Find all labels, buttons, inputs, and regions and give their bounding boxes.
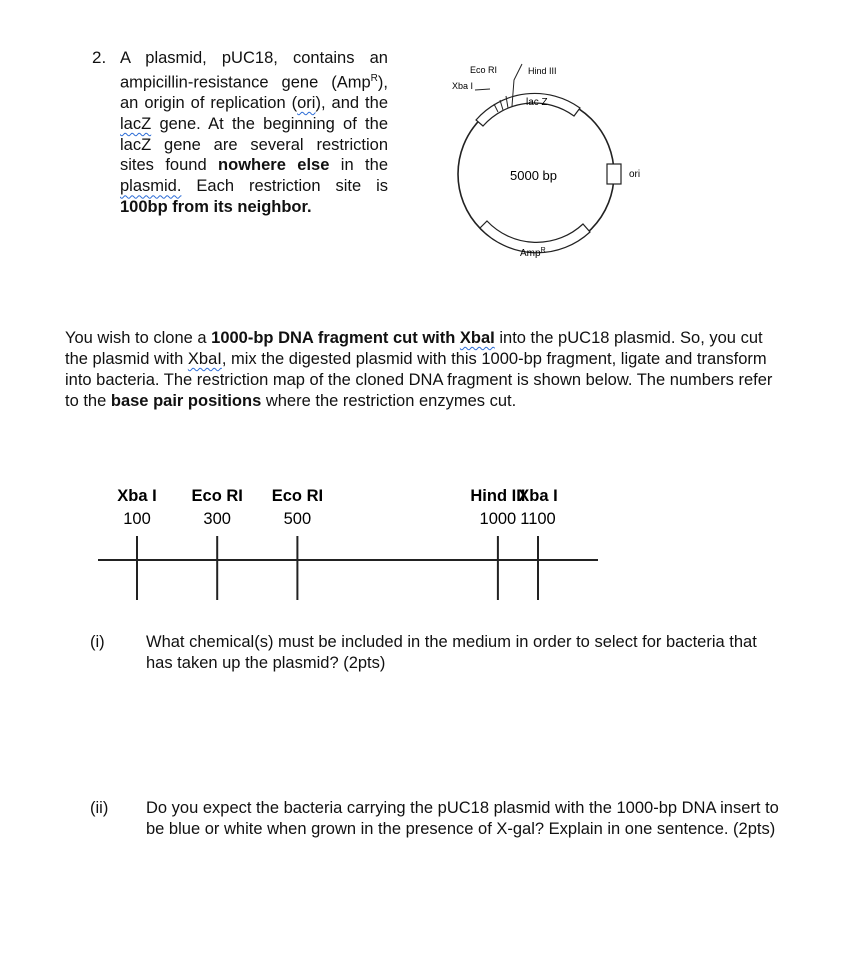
cloning-paragraph: You wish to clone a 1000-bp DNA fragment cut with XbaI into the pUC18 plasmid. So, you cut the plasmid with XbaI, mix the digested plasmid with this 1000-bp fragment, ligate and transform into bacteria. The restriction map of the cloned DNA fragment is shown below. The numbers refer to the base pair positions where the restriction enzymes cut. — [65, 329, 773, 410]
ampr-label: Amp$^R$ — [520, 247, 546, 259]
ori-box — [607, 164, 621, 184]
subquestion-2-label: (ii) — [90, 799, 109, 817]
xba-pointer — [475, 89, 490, 90]
lacz-label: lac Z — [526, 97, 548, 108]
restriction-map — [90, 480, 610, 610]
site-position-label-3: 500 — [283, 510, 312, 528]
plasmid-size-label: 5000 bp — [510, 168, 557, 183]
subquestion-1-text: What chemical(s) must be included in the medium in order to select for bacteria that has taken up the plasmid? (2pts) — [146, 633, 757, 672]
site-position-label-4: 1000 — [479, 510, 517, 528]
site-enzyme-label-2: Eco RI — [191, 487, 243, 505]
question-intro: A plasmid, pUC18, contains an ampicillin-resistance gene (Amp$^R$), an origin of replication (ori), and the lacZ gene. At the beginning of the lacZ gene are several restriction sites found nowhere else in the plasmid. Each restriction site is 100bp from its neighbor. — [120, 49, 388, 217]
site-position-label-1: 100 — [123, 510, 151, 528]
site-enzyme-label-1: Xba I — [117, 487, 157, 505]
hind-iii-label: Hind III — [528, 66, 557, 76]
site-enzyme-label-5: Xba I — [518, 487, 558, 505]
subquestion-1-label: (i) — [90, 633, 105, 651]
ori-label: ori — [629, 169, 641, 180]
site-position-label-2: 300 — [203, 510, 231, 528]
site-position-label-5: 1100 — [520, 510, 556, 528]
plasmid-diagram — [440, 56, 670, 276]
xba-i-label: Xba I — [452, 81, 474, 91]
question-number: 2. — [92, 48, 107, 67]
site-enzyme-label-3: Eco RI — [271, 487, 324, 505]
site-enzyme-label-4: Hind III — [470, 487, 526, 505]
eco-ri-label: Eco RI — [470, 65, 498, 75]
subquestion-2-text: Do you expect the bacteria carrying the pUC18 plasmid with the 1000-bp DNA insert to be blue or white when grown in the presence of X-gal? Explain in one sentence. (2pts) — [146, 799, 779, 838]
